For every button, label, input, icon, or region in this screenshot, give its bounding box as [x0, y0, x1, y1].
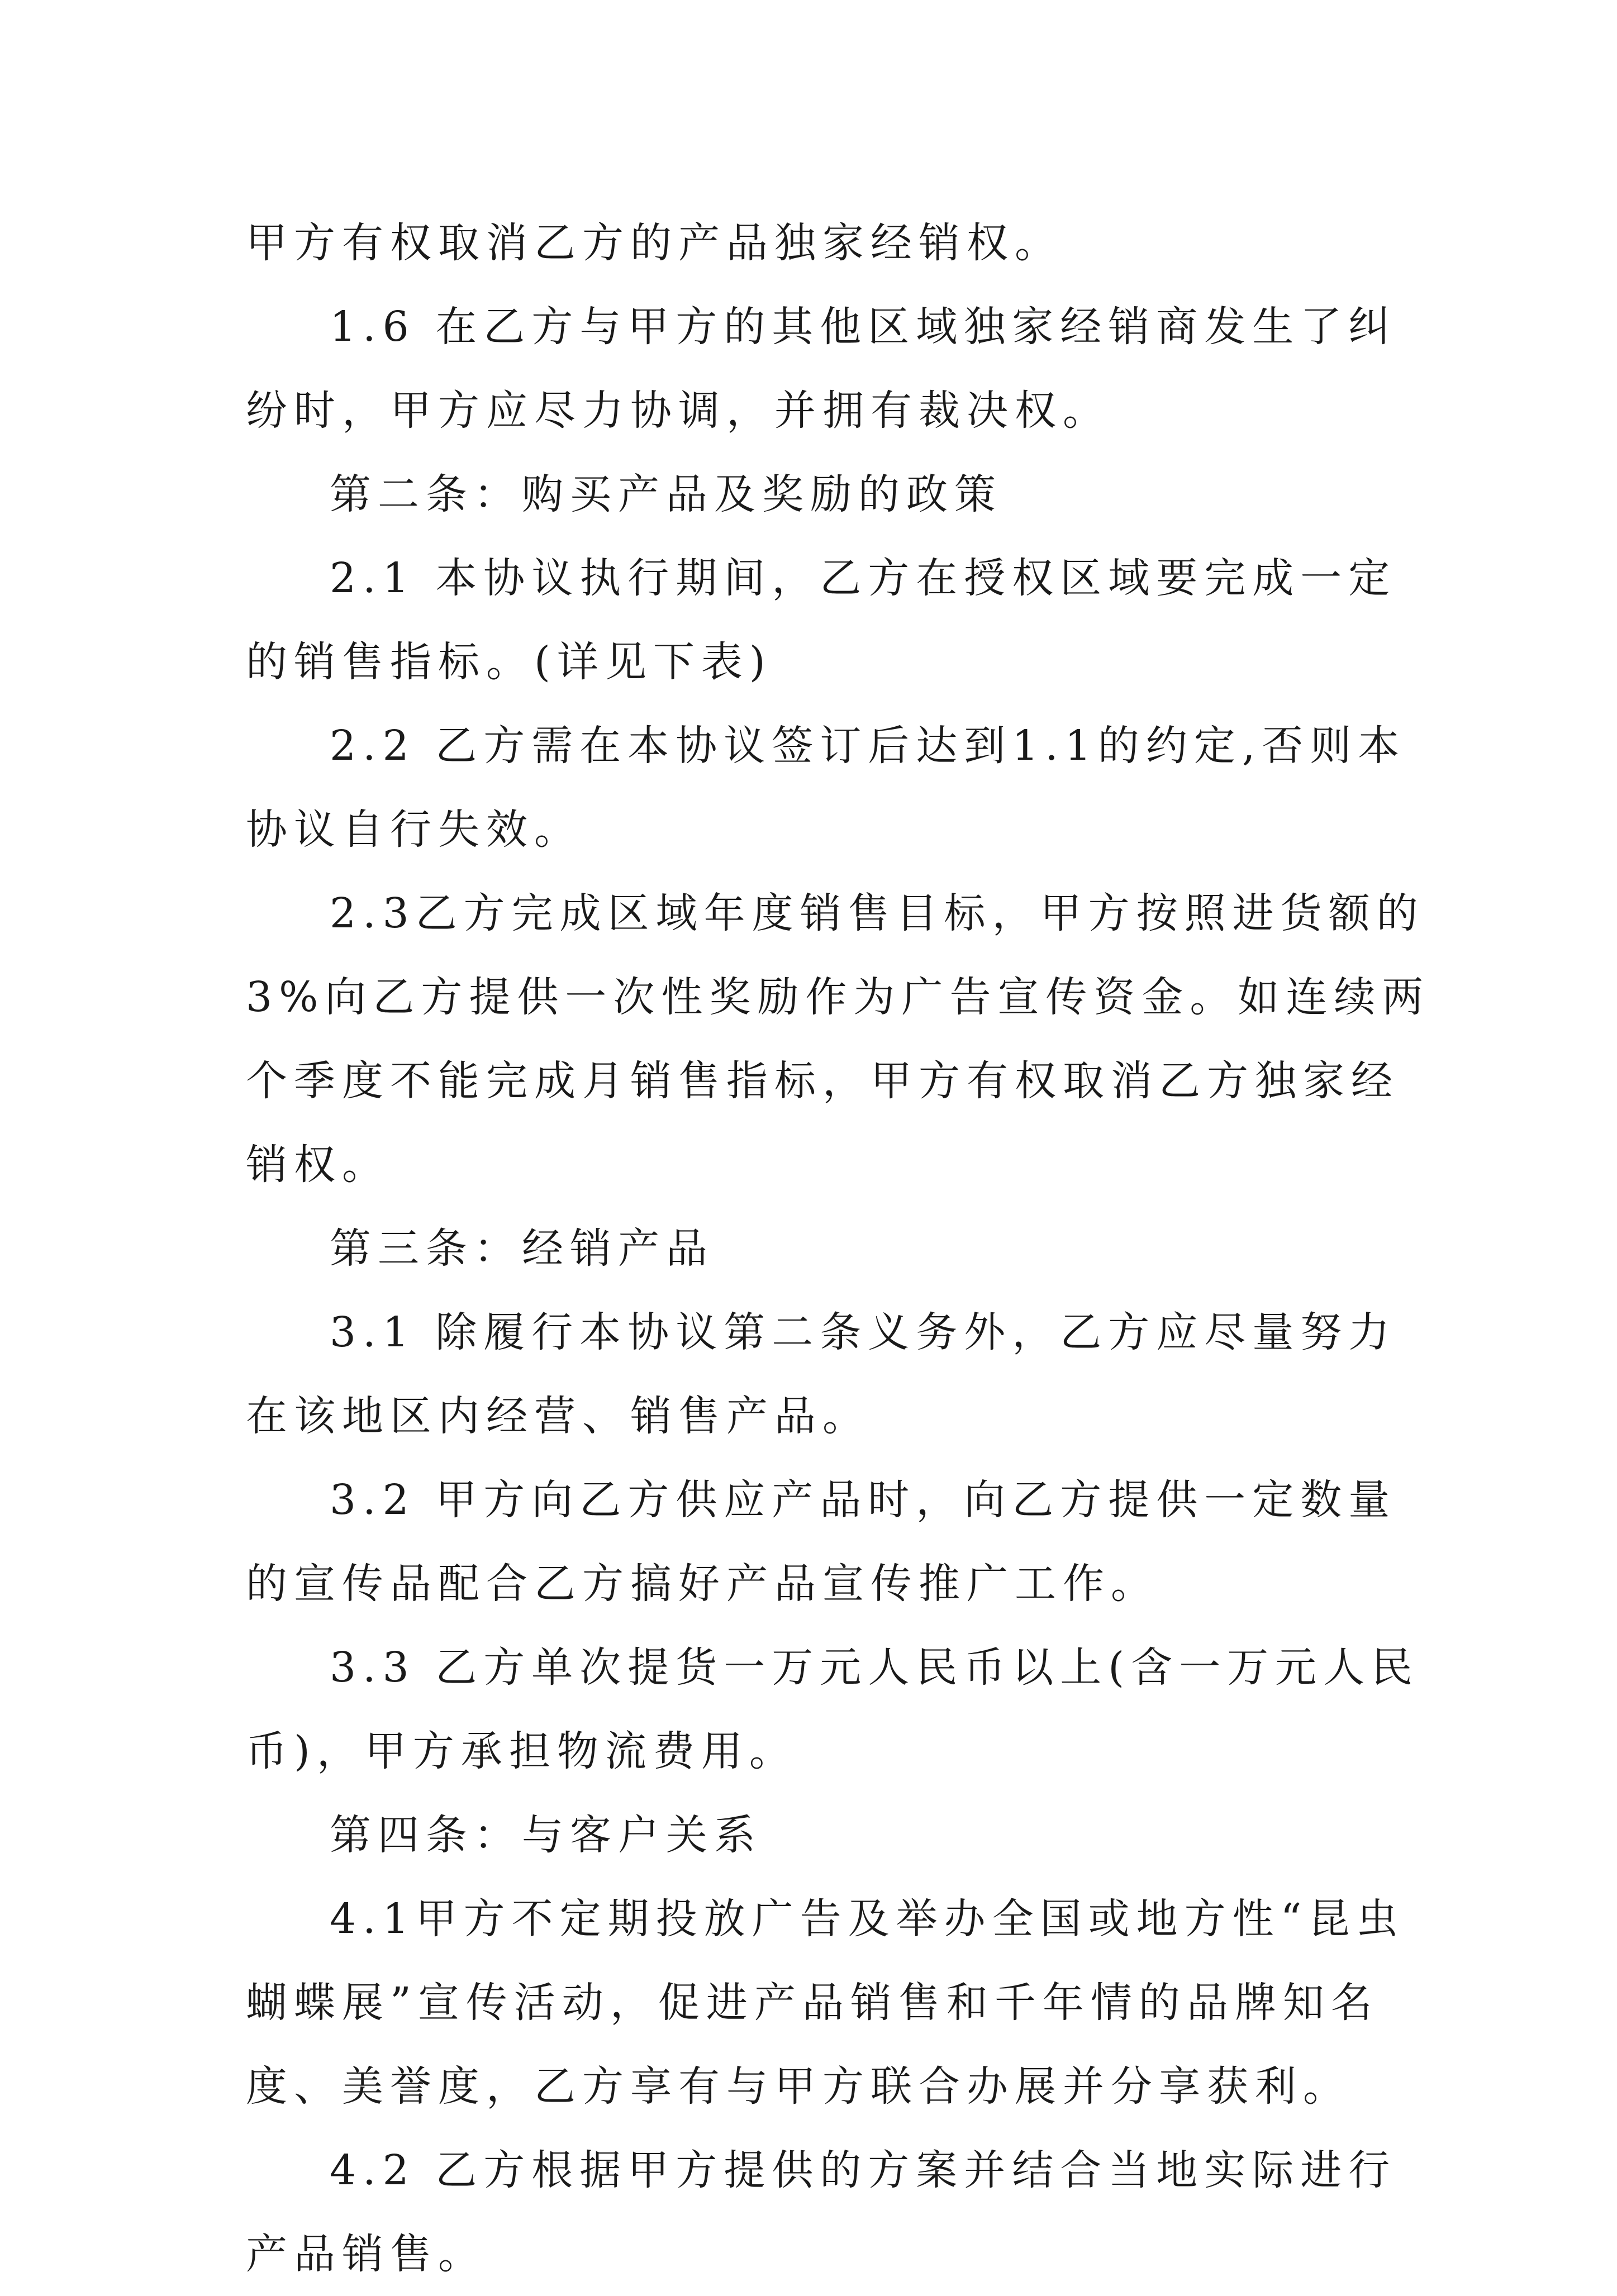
- paragraph-1-5-continuation: 甲方有权取消乙方的产品独家经销权。: [246, 219, 1063, 267]
- paragraph-3-3: 3.3 乙方单次提货一万元人民币以上(含一万元人民币)，甲方承担物流费用。: [246, 1644, 1420, 1775]
- section-heading-article-3: 第三条：经销产品: [330, 1225, 714, 1273]
- paragraph-2-2: 2.2 乙方需在本协议签订后达到1.1的约定,否则本协议自行失效。: [246, 722, 1406, 854]
- paragraph-4-2: 4.2 乙方根据甲方提供的方案并结合当地实际进行产品销售。: [246, 2146, 1397, 2278]
- section-heading-article-4: 第四条：与客户关系: [330, 1811, 762, 1859]
- paragraph-2-3: 2.3乙方完成区域年度销售目标，甲方按照进货额的3%向乙方提供一次性奖励作为广告宣传资金。如连续两个季度不能完成月销售指标，甲方有权取消乙方独家经销权。: [246, 889, 1430, 1189]
- document-body: [246, 201, 1430, 2296]
- paragraph-2-1: 2.1 本协议执行期间，乙方在授权区域要完成一定的销售指标。(详见下表): [246, 554, 1397, 686]
- paragraph-1-6: 1.6 在乙方与甲方的其他区域独家经销商发生了纠纷时，甲方应尽力协调，并拥有裁决权。: [246, 303, 1397, 435]
- paragraph-3-1: 3.1 除履行本协议第二条义务外，乙方应尽量努力在该地区内经营、销售产品。: [246, 1308, 1397, 1440]
- paragraph-4-1: 4.1甲方不定期投放广告及举办全国或地方性“昆虫蝴蝶展”宣传活动，促进产品销售和千年情的品牌知名度、美誉度，乙方享有与甲方联合办展并分享获利。: [246, 1895, 1405, 2111]
- paragraph-3-2: 3.2 甲方向乙方供应产品时，向乙方提供一定数量的宣传品配合乙方搞好产品宣传推广工作。: [246, 1476, 1397, 1608]
- section-heading-article-2: 第二条：购买产品及奖励的政策: [330, 470, 1002, 518]
